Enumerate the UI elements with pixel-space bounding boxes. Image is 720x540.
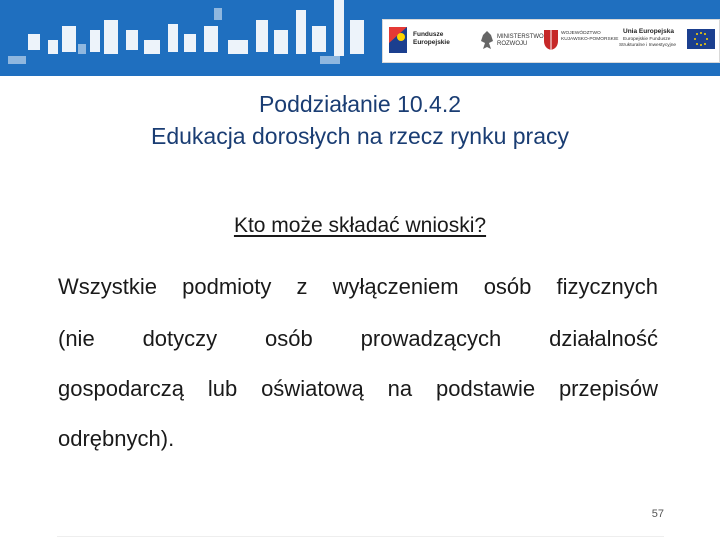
footer-divider — [57, 536, 664, 537]
wojewodztwo-kujawsko-pomorskie-logo — [543, 25, 623, 59]
body-line-2: (nie dotyczy osób prowadzących działalność — [58, 326, 658, 351]
ministerstwo-rozwoju-logo — [479, 25, 543, 59]
ministerstwo-logo-line1: MINISTERSTWO — [497, 34, 544, 40]
slide-title-line2: Edukacja dorosłych na rzecz rynku pracy — [150, 123, 570, 149]
header-banner — [0, 0, 720, 76]
ue-logo-line2: Europejskie Fundusze — [623, 37, 671, 42]
question-heading — [0, 214, 720, 238]
body-line-1: Wszystkie podmioty z wyłączeniem osób fizycznych — [58, 274, 658, 299]
ue-logo-line1: Unia Europejska — [623, 28, 674, 35]
ue-logo-line3: Strukturalne i Inwestycyjne — [619, 43, 677, 48]
ministerstwo-logo-line2: ROZWOJU — [497, 41, 528, 47]
logo-strip — [382, 19, 720, 63]
fundusze-europejskie-logo — [387, 25, 477, 59]
slide-title — [0, 88, 720, 152]
unia-europejska-logo — [619, 25, 719, 59]
decorative-blocks-graphic — [0, 0, 380, 76]
fundusze-logo-line2: Europejskie — [413, 39, 450, 46]
page-number: 57 — [651, 508, 664, 520]
body-line-4: odrębnych). — [58, 426, 175, 451]
body-line-3: gospodarczą lub oświatową na podstawie przepisów — [58, 376, 658, 401]
regional-shield-icon — [543, 29, 559, 51]
wojewodztwo-logo-line2: KUJAWSKO-POMORSKIE — [561, 37, 619, 42]
slide-title-line1: Poddziałanie 10.4.2 — [258, 91, 462, 117]
question-text: Kto może składać wnioski? — [233, 214, 487, 237]
fundusze-europejskie-emblem — [387, 25, 409, 55]
eu-flag-icon — [687, 29, 715, 49]
wojewodztwo-logo-line1: WOJEWÓDZTWO — [561, 31, 601, 36]
polish-eagle-icon — [479, 29, 495, 53]
fundusze-logo-line1: Fundusze — [413, 31, 444, 38]
